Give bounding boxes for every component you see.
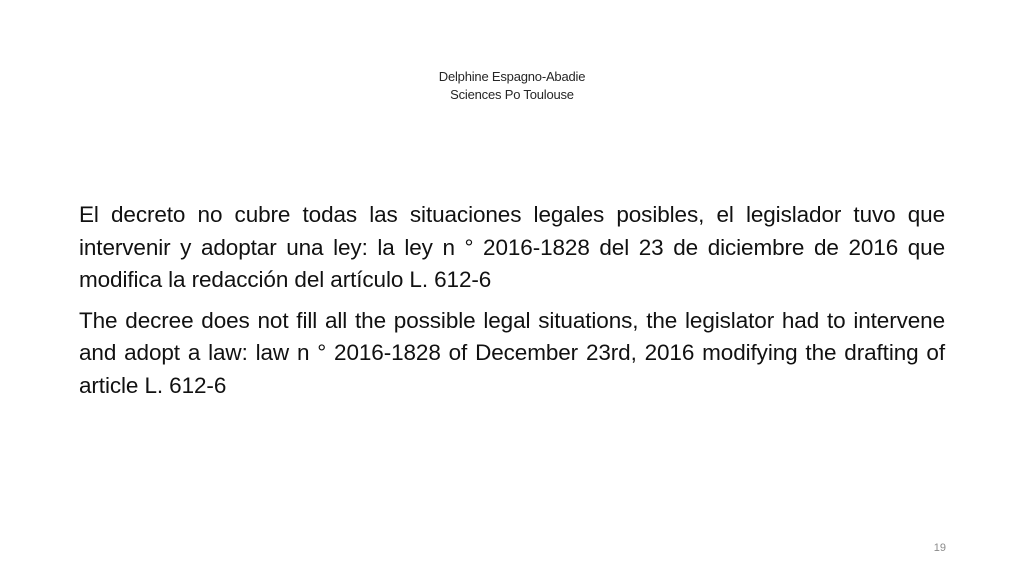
- author-name: Delphine Espagno-Abadie: [438, 69, 586, 84]
- paragraph-english: The decree does not fill all the possible legal situations, the legislator had to intervene and adopt a law: law n ° 2016-1828 of December 23rd, 2016 modifying the drafting of article L. 612-6: [79, 307, 945, 398]
- page-number: 19: [933, 542, 946, 554]
- paragraph-spanish: El decreto no cubre todas las situaciones legales posibles, el legislador tuvo que intervenir y adoptar una ley: la ley n ° 2016-1828 del 23 de diciembre de 2016 que modifica la redacción del artículo L. 612-6: [79, 202, 945, 292]
- institution-name: Sciences Po Toulouse: [450, 87, 574, 102]
- slide-body: [79, 199, 945, 410]
- slide-header: [0, 68, 1024, 104]
